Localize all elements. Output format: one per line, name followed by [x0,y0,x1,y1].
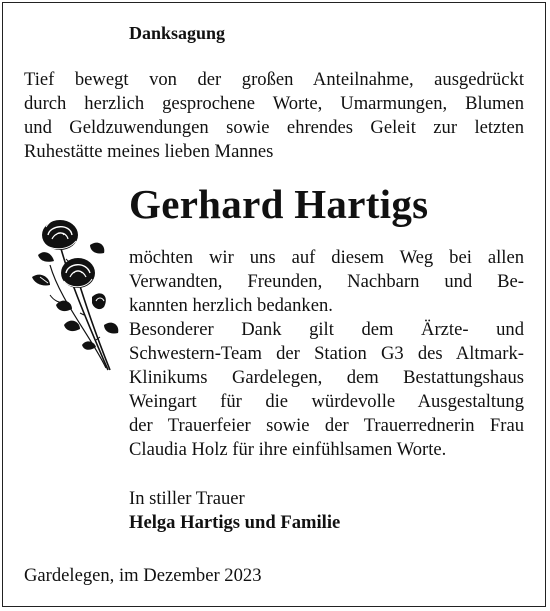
place-date: Gardelegen, im Dezember 2023 [24,565,262,586]
body-line: kannten herzlich bedanken. [129,295,333,316]
body-line: Schwestern-Team der Station G3 des Altmark- [129,343,524,364]
thanks-paragraph [129,246,524,462]
intro-line: durch herzlich gesprochene Worte, Umarmungen, Blumen [24,93,524,114]
closing-phrase: In stiller Trauer [129,488,245,509]
deceased-name: Gerhard Hartigs [129,181,429,227]
intro-paragraph [24,68,524,164]
body-line: Besonderer Dank gilt dem Ärzte- und [129,319,524,340]
closing-block [129,487,340,535]
signature: Helga Hartigs und Familie [129,512,341,533]
body-line: Weingart für die würdevolle Ausgestaltung [129,391,524,412]
body-line: Verwandten, Freunden, Nachbarn und Be- [129,271,524,292]
intro-line: Tief bewegt von der großen Anteilnahme, ausgedrückt [24,69,524,90]
intro-line: Ruhestätte meines lieben Mannes [24,141,274,162]
body-line: möchten wir uns auf diesem Weg bei allen [129,247,524,268]
body-line: Klinikums Gardelegen, dem Bestattungshaus [129,367,524,388]
notice-heading: Danksagung [129,23,226,43]
intro-line: und Geldzuwendungen sowie ehrendes Geleit zur letzten [24,117,524,138]
roses-icon [20,205,132,375]
body-line: Claudia Holz für ihre einfühlsamen Worte. [129,439,447,460]
body-line: der Trauerfeier sowie der Trauerrednerin Frau [129,415,524,436]
